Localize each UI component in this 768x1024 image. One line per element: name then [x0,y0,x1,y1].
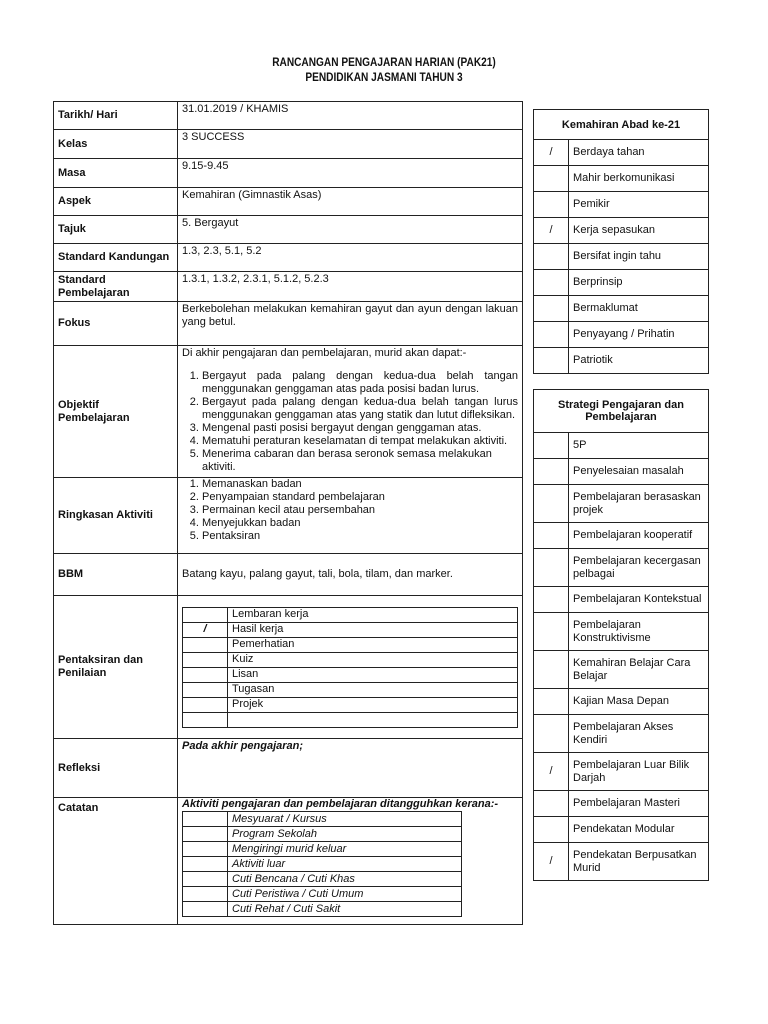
abad-item: Berprinsip [569,270,709,296]
value-tajuk: 5. Bergayut [178,216,523,244]
strategi-mark[interactable] [534,523,569,549]
ringkasan-item: 4. Menyejukkan badan [202,517,518,530]
pentaksiran-table [182,607,518,728]
strategi-table [533,389,709,881]
value-objektif [178,346,523,478]
strategi-mark[interactable] [534,485,569,523]
value-standard-pembelajaran: 1.3.1, 1.3.2, 2.3.1, 5.1.2, 5.2.3 [178,272,523,302]
catatan-mark[interactable] [183,842,228,857]
objektif-list [182,370,518,474]
strategi-mark[interactable] [534,791,569,817]
value-masa: 9.15-9.45 [178,159,523,188]
abad-mark[interactable] [534,192,569,218]
kemahiran-abad-table [533,109,709,374]
strategi-item: Pembelajaran kooperatif [569,523,709,549]
label-pentaksiran: Pentaksiran dan Penilaian [54,596,178,739]
strategi-mark[interactable] [534,689,569,715]
strategi-mark[interactable] [534,587,569,613]
value-kelas: 3 SUCCESS [178,130,523,159]
label-aspek: Aspek [54,188,178,216]
catatan-heading: Aktiviti pengajaran dan pembelajaran ditangguhkan kerana:- [182,798,499,810]
catatan-option: Mengiringi murid keluar [228,842,462,857]
pentaksiran-option: Lembaran kerja [228,607,518,622]
abad-mark[interactable] [534,296,569,322]
abad-mark[interactable] [534,348,569,374]
abad-item: Kerja sepasukan [569,218,709,244]
pentaksiran-option: Kuiz [228,652,518,667]
strategi-item: Pembelajaran kecergasan pelbagai [569,549,709,587]
abad-mark[interactable]: / [534,140,569,166]
label-objektif: Objektif Pembelajaran [54,346,178,478]
pentaksiran-mark[interactable] [183,652,228,667]
abad-item: Mahir berkomunikasi [569,166,709,192]
pentaksiran-mark[interactable] [183,697,228,712]
strategi-mark[interactable]: / [534,753,569,791]
catatan-mark[interactable] [183,902,228,917]
abad-item: Penyayang / Prihatin [569,322,709,348]
abad-mark[interactable]: / [534,218,569,244]
catatan-option: Mesyuarat / Kursus [228,812,462,827]
label-bbm: BBM [54,554,178,596]
objektif-item: 3. Mengenal pasti posisi bergayut dengan genggaman atas. [202,422,518,435]
pentaksiran-mark[interactable] [183,637,228,652]
catatan-option: Cuti Bencana / Cuti Khas [228,872,462,887]
catatan-mark[interactable] [183,827,228,842]
ringkasan-item: 2. Penyampaian standard pembelajaran [202,491,518,504]
pentaksiran-option: Pemerhatian [228,637,518,652]
label-kelas: Kelas [54,130,178,159]
catatan-option: Cuti Rehat / Cuti Sakit [228,902,462,917]
abad-mark[interactable] [534,244,569,270]
label-catatan: Catatan [54,798,178,925]
strategi-item: 5P [569,433,709,459]
ringkasan-item: 3. Permainan kecil atau persembahan [202,504,518,517]
abad-item: Berdaya tahan [569,140,709,166]
abad-item: Bersifat ingin tahu [569,244,709,270]
value-ringkasan [178,478,523,554]
objektif-intro: Di akhir pengajaran dan pembelajaran, murid akan dapat:- [182,347,467,359]
kemahiran-abad-title: Kemahiran Abad ke-21 [534,110,709,140]
pentaksiran-mark[interactable] [183,667,228,682]
abad-mark[interactable] [534,270,569,296]
label-tarikh: Tarikh/ Hari [54,102,178,130]
strategi-mark[interactable]: / [534,843,569,881]
strategi-mark[interactable] [534,651,569,689]
strategi-mark[interactable] [534,459,569,485]
strategi-mark[interactable] [534,613,569,651]
strategi-mark[interactable] [534,433,569,459]
pentaksiran-mark[interactable] [183,712,228,727]
value-aspek: Kemahiran (Gimnastik Asas) [178,188,523,216]
abad-item: Bermaklumat [569,296,709,322]
ringkasan-list [182,478,518,543]
strategi-mark[interactable] [534,817,569,843]
abad-mark[interactable] [534,322,569,348]
objektif-item: 1. Bergayut pada palang dengan kedua-dua belah tangan menggunakan genggaman atas pada posisi badan lurus. [202,370,518,396]
pentaksiran-mark[interactable] [183,607,228,622]
strategi-item: Pembelajaran berasaskan projek [569,485,709,523]
value-fokus: Berkebolehan melakukan kemahiran gayut dan ayun dengan lakuan yang betul. [178,302,523,346]
objektif-item: 4. Mematuhi peraturan keselamatan di tempat melakukan aktiviti. [202,435,518,448]
abad-mark[interactable] [534,166,569,192]
pentaksiran-mark[interactable] [183,682,228,697]
ringkasan-item: 1. Memanaskan badan [202,478,518,491]
objektif-item: 2. Bergayut pada palang dengan kedua-dua belah tangan lurus menggunakan genggaman atas yang statik dan lutut difleksikan. [202,396,518,422]
label-tajuk: Tajuk [54,216,178,244]
value-bbm: Batang kayu, palang gayut, tali, bola, tilam, dan marker. [178,554,523,596]
strategi-item: Pembelajaran Masteri [569,791,709,817]
catatan-mark[interactable] [183,857,228,872]
strategi-item: Pendekatan Modular [569,817,709,843]
strategi-item: Pembelajaran Akses Kendiri [569,715,709,753]
pentaksiran-option [228,712,518,727]
value-refleksi: Pada akhir pengajaran; [178,739,523,798]
abad-item: Patriotik [569,348,709,374]
pentaksiran-option: Lisan [228,667,518,682]
pentaksiran-option: Tugasan [228,682,518,697]
catatan-table [182,811,462,917]
label-fokus: Fokus [54,302,178,346]
label-masa: Masa [54,159,178,188]
strategi-item: Pembelajaran Luar Bilik Darjah [569,753,709,791]
strategi-item: Pendekatan Berpusatkan Murid [569,843,709,881]
value-tarikh: 31.01.2019 / KHAMIS [178,102,523,130]
doc-title: RANCANGAN PENGAJARAN HARIAN (PAK21) [272,57,496,69]
label-refleksi: Refleksi [54,739,178,798]
catatan-option: Cuti Peristiwa / Cuti Umum [228,887,462,902]
value-catatan [178,798,523,925]
catatan-mark[interactable] [183,887,228,902]
value-pentaksiran [178,596,523,739]
strategi-item: Penyelesaian masalah [569,459,709,485]
strategi-title: Strategi Pengajaran dan Pembelajaran [534,390,709,433]
ringkasan-item: 5. Pentaksiran [202,530,518,543]
catatan-option: Program Sekolah [228,827,462,842]
strategi-item: Kajian Masa Depan [569,689,709,715]
label-standard-kandungan: Standard Kandungan [54,244,178,272]
catatan-option: Aktiviti luar [228,857,462,872]
label-ringkasan: Ringkasan Aktiviti [54,478,178,554]
catatan-mark[interactable] [183,872,228,887]
objektif-item: 5. Menerima cabaran dan berasa seronok semasa melakukan aktiviti. [202,448,518,474]
doc-subtitle: PENDIDIKAN JASMANI TAHUN 3 [305,72,463,84]
value-standard-kandungan: 1.3, 2.3, 5.1, 5.2 [178,244,523,272]
pentaksiran-option: Hasil kerja [228,622,518,637]
strategi-item: Pembelajaran Konstruktivisme [569,613,709,651]
label-standard-pembelajaran: Standard Pembelajaran [54,272,178,302]
catatan-mark[interactable] [183,812,228,827]
strategi-mark[interactable] [534,549,569,587]
strategi-mark[interactable] [534,715,569,753]
lesson-plan-table [53,101,523,925]
abad-item: Pemikir [569,192,709,218]
strategi-item: Pembelajaran Kontekstual [569,587,709,613]
pentaksiran-option: Projek [228,697,518,712]
strategi-item: Kemahiran Belajar Cara Belajar [569,651,709,689]
pentaksiran-mark[interactable]: / [183,622,228,637]
